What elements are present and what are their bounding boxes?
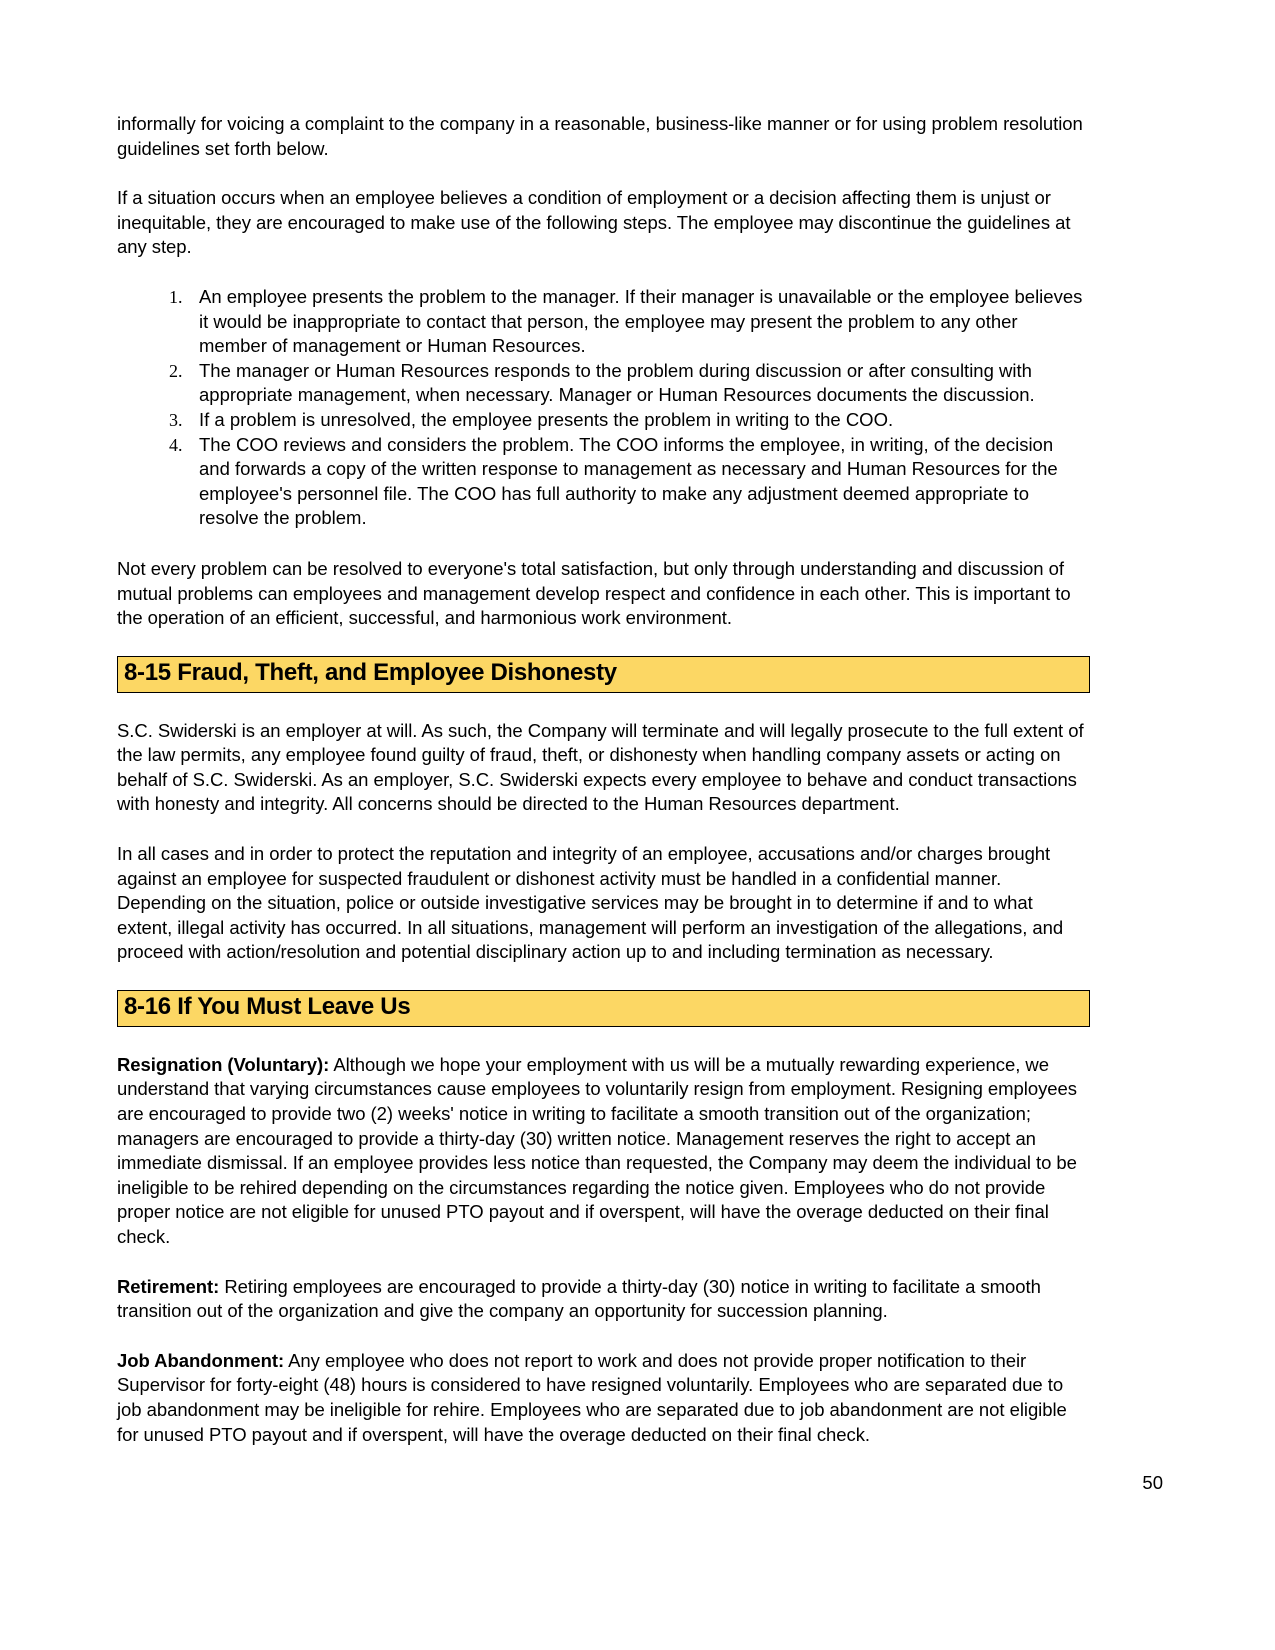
retirement-lead: Retirement: [117, 1275, 220, 1297]
closing-paragraph: Not every problem can be resolved to everyone's total satisfaction, but only through understanding and discussion of mutual problems can employees and management develop respect and confidence in each other. This is important to the operation of an efficient, successful, and harmonious work environment. [117, 557, 1071, 629]
job-abandonment-lead: Job Abandonment: [117, 1349, 285, 1371]
list-item: 1. An employee presents the problem to the manager. If their manager is unavailable or the employee believes it would be inappropriate to contact that person, the employee may present the problem to any other member of management or Human Resources. [187, 285, 1089, 359]
section-heading-8-15: 8-15 Fraud, Theft, and Employee Dishonesty [124, 658, 617, 686]
resignation-paragraph [117, 1053, 1089, 1250]
resignation-lead: Resignation (Voluntary): [117, 1053, 330, 1075]
intro-paragraph-1: informally for voicing a complaint to the company in a reasonable, business-like manner or for using problem resolution guidelines set forth below. [117, 113, 1083, 159]
section-heading-8-16: 8-16 If You Must Leave Us [124, 992, 411, 1020]
retirement-paragraph [117, 1275, 1089, 1324]
section-heading-8-16-band [117, 990, 1090, 1027]
section-heading-8-15-band [117, 656, 1090, 693]
retirement-text: Retiring employees are encouraged to provide a thirty-day (30) notice in writing to facilitate a smooth transition out of the organization and give the company an opportunity for succession planning. [117, 1275, 1041, 1322]
page-number: 50 [1142, 1472, 1163, 1493]
list-item: 2. The manager or Human Resources responds to the problem during discussion or after consulting with appropriate management, when necessary. Manager or Human Resources documents the discussion. [187, 359, 1089, 408]
intro-paragraph-2: If a situation occurs when an employee believes a condition of employment or a decision affecting them is unjust or inequitable, they are encouraged to make use of the following steps. The employee may discontinue the guidelines at any step. [117, 187, 1071, 258]
page-content [117, 112, 1089, 1472]
section-8-15-paragraph-1: S.C. Swiderski is an employer at will. As such, the Company will terminate and will legally prosecute to the full extent of the law permits, any employee found guilty of fraud, theft, or dishonesty when handling company assets or acting on behalf of S.C. Swiderski. As an employer, S.C. Swiderski expects every employee to behave and conduct transactions with honesty and integrity. All concerns should be directed to the Human Resources department. [117, 719, 1084, 815]
grievance-steps-list [117, 285, 1089, 531]
section-8-15-paragraph-2: In all cases and in order to protect the reputation and integrity of an employee, accusations and/or charges brought against an employee for suspected fraudulent or dishonest activity must be handled in a confidential manner. Depending on the situation, police or outside investigative services may be brought in to determine if and to what extent, illegal activity has occurred. In all situations, management will perform an investigation of the allegations, and proceed with action/resolution and potential disciplinary action up to and including termination as necessary. [117, 842, 1064, 963]
job-abandonment-paragraph [117, 1349, 1089, 1447]
resignation-text: Although we hope your employment with us will be a mutually rewarding experience, we understand that varying circumstances cause employees to voluntarily resign from employment. Resigning employees are encouraged to provide two (2) weeks' notice in writing to facilitate a smooth transition out of the organization; managers are encouraged to provide a thirty-day (30) written notice. Management reserves the right to accept an immediate dismissal. If an employee provides less notice than requested, the Company may deem the individual to be ineligible to be rehired depending on the circumstances regarding the notice given. Employees who do not provide proper notice are not eligible for unused PTO payout and if overspent, will have the overage deducted on their final check. [117, 1053, 1077, 1247]
list-item: 4. The COO reviews and considers the problem. The COO informs the employee, in writing, of the decision and forwards a copy of the written response to management as necessary and Human Resources for the employee's personnel file. The COO has full authority to make any adjustment deemed appropriate to resolve the problem. [187, 433, 1089, 531]
list-item: 3. If a problem is unresolved, the employee presents the problem in writing to the COO. [187, 408, 1089, 433]
job-abandonment-text: Any employee who does not report to work and does not provide proper notification to their Supervisor for forty-eight (48) hours is considered to have resigned voluntarily. Employees who are separated due to job abandonment may be ineligible for rehire. Employees who are separated due to job abandonment are not eligible for unused PTO payout and if overspent, will have the overage deducted on their final check. [117, 1349, 1067, 1445]
